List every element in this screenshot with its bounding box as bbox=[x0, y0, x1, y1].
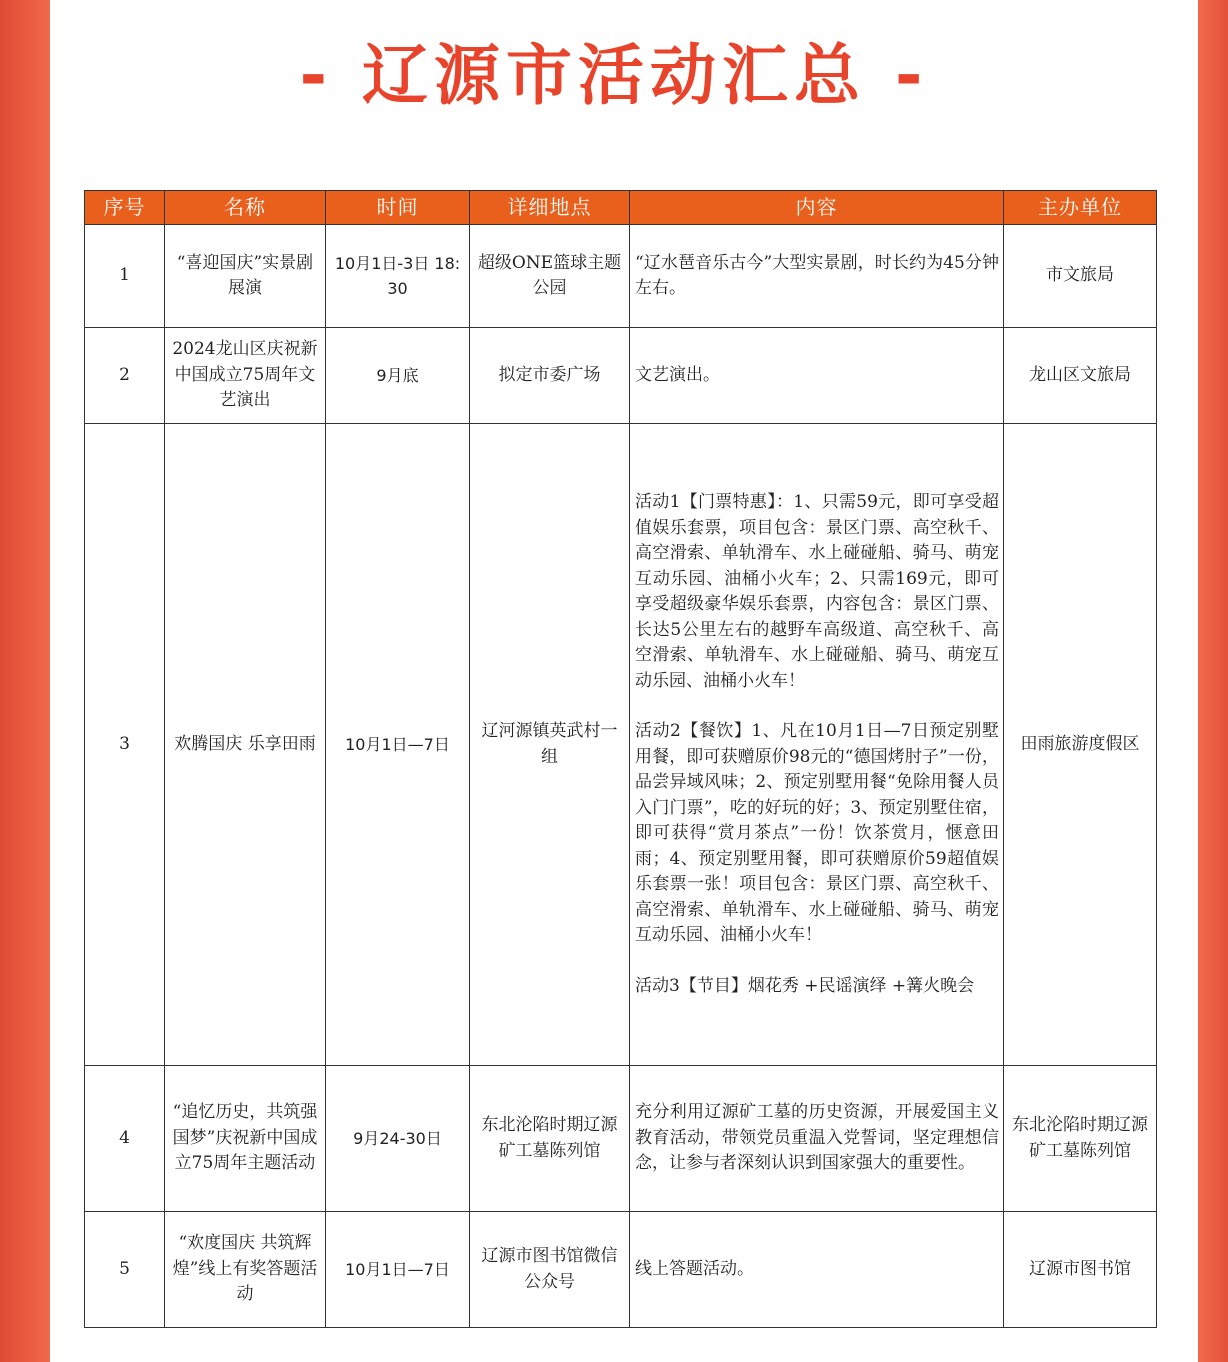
cell-no: 2 bbox=[85, 328, 165, 424]
cell-place: 超级ONE篮球主题公园 bbox=[470, 225, 630, 328]
page-title: - 辽源市活动汇总 - bbox=[299, 37, 929, 114]
header-name: 名称 bbox=[165, 191, 326, 225]
table-header-row bbox=[85, 191, 1157, 225]
cell-content bbox=[630, 225, 1004, 328]
cell-no: 4 bbox=[85, 1066, 165, 1212]
cell-place: 辽源市图书馆微信公众号 bbox=[470, 1212, 630, 1328]
cell-organizer: 田雨旅游度假区 bbox=[1004, 424, 1157, 1066]
cell-organizer: 市文旅局 bbox=[1004, 225, 1157, 328]
cell-name: “喜迎国庆”实景剧展演 bbox=[165, 225, 326, 328]
cell-place: 拟定市委广场 bbox=[470, 328, 630, 424]
cell-time: 10月1日—7日 bbox=[326, 424, 470, 1066]
header-content: 内容 bbox=[630, 191, 1004, 225]
header-time: 时间 bbox=[326, 191, 470, 225]
cell-time: 9月24-30日 bbox=[326, 1066, 470, 1212]
content-paragraph: 活动2【餐饮】1、凡在10月1日—7日预定别墅用餐，即可获赠原价98元的“德国烤肘子”一份，品尝异域风味；2、预定别墅用餐“免除用餐人员入门门票”，吃的好玩的好；3、预定别墅住宿，即可获得“赏月茶点”一份！饮茶赏月，惬意田雨；4、预定别墅用餐，即可获赠原价59超值娱乐套票一张！项目包含：景区门票、高空秋千、高空滑索、单轨滑车、水上碰碰船、骑马、萌宠互动乐园、油桶小火车！ bbox=[635, 721, 999, 945]
cell-time: 10月1日—7日 bbox=[326, 1212, 470, 1328]
cell-place: 辽河源镇英武村一组 bbox=[470, 424, 630, 1066]
cell-name: 2024龙山区庆祝新中国成立75周年文艺演出 bbox=[165, 328, 326, 424]
cell-organizer: 辽源市图书馆 bbox=[1004, 1212, 1157, 1328]
cell-organizer: 龙山区文旅局 bbox=[1004, 328, 1157, 424]
table-row bbox=[85, 1066, 1157, 1212]
cell-name: 欢腾国庆 乐享田雨 bbox=[165, 424, 326, 1066]
cell-content bbox=[630, 424, 1004, 1066]
cell-no: 1 bbox=[85, 225, 165, 328]
table-row bbox=[85, 225, 1157, 328]
content-paragraph: 活动3【节目】烟花秀 +民谣演绎 +篝火晚会 bbox=[635, 975, 975, 996]
content-paragraph: 文艺演出。 bbox=[635, 364, 720, 385]
content-paragraph: 充分利用辽源矿工墓的历史资源，开展爱国主义教育活动，带领党员重温入党誓词，坚定理想信念，让参与者深刻认识到国家强大的重要性。 bbox=[635, 1102, 999, 1174]
cell-organizer: 东北沦陷时期辽源矿工墓陈列馆 bbox=[1004, 1066, 1157, 1212]
cell-content bbox=[630, 1066, 1004, 1212]
cell-time: 9月底 bbox=[326, 328, 470, 424]
cell-no: 5 bbox=[85, 1212, 165, 1328]
activity-table bbox=[84, 190, 1157, 1328]
cell-content bbox=[630, 328, 1004, 424]
header-no: 序号 bbox=[85, 191, 165, 225]
cell-content bbox=[630, 1212, 1004, 1328]
header-organizer: 主办单位 bbox=[1004, 191, 1157, 225]
table-row bbox=[85, 424, 1157, 1066]
right-border-decoration bbox=[1198, 0, 1228, 1362]
cell-no: 3 bbox=[85, 424, 165, 1066]
table-row bbox=[85, 1212, 1157, 1328]
content-paragraph: 线上答题活动。 bbox=[635, 1258, 754, 1279]
header-place: 详细地点 bbox=[470, 191, 630, 225]
content-paragraph: “辽水琶音乐古今”大型实景剧，时长约为45分钟左右。 bbox=[635, 252, 999, 298]
cell-name: “追忆历史，共筑强国梦”庆祝新中国成立75周年主题活动 bbox=[165, 1066, 326, 1212]
cell-time: 10月1日-3日 18:30 bbox=[326, 225, 470, 328]
content-paragraph: 活动1【门票特惠】：1、只需59元，即可享受超值娱乐套票，项目包含：景区门票、高空秋千、高空滑索、单轨滑车、水上碰碰船、骑马、萌宠互动乐园、油桶小火车；2、只需169元，即可享受超级豪华娱乐套票，内容包含：景区门票、长达5公里左右的越野车高级道、高空秋千、高空滑索、单轨滑车、水上碰碰船、骑马、萌宠互动乐园、油桶小火车！ bbox=[635, 492, 999, 691]
cell-name: “欢度国庆 共筑辉煌”线上有奖答题活动 bbox=[165, 1212, 326, 1328]
table-row bbox=[85, 328, 1157, 424]
cell-place: 东北沦陷时期辽源矿工墓陈列馆 bbox=[470, 1066, 630, 1212]
left-border-decoration bbox=[0, 0, 50, 1362]
